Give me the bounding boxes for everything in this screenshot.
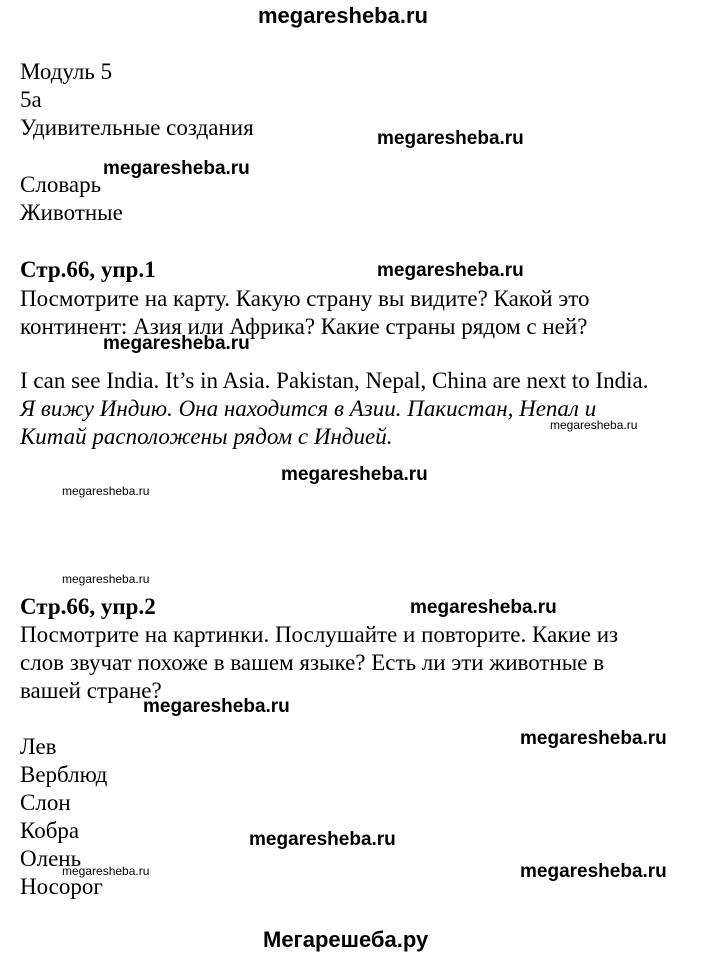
module-title: Модуль 5 bbox=[20, 59, 113, 84]
watermark: megaresheba.ru bbox=[249, 829, 396, 850]
animal-list-item: Олень bbox=[20, 846, 82, 871]
exercise1-question-line: континент: Азия или Африка? Какие страны рядом с ней? bbox=[20, 314, 588, 339]
watermark: megaresheba.ru bbox=[62, 864, 150, 878]
watermark: megaresheba.ru bbox=[410, 597, 557, 618]
watermark: megaresheba.ru bbox=[103, 333, 250, 354]
watermark: megaresheba.ru bbox=[103, 158, 250, 179]
watermark: megaresheba.ru bbox=[62, 572, 150, 586]
exercise1-answer-ru-line: Я вижу Индию. Она находится в Азии. Пакистан, Непал и bbox=[20, 396, 597, 421]
watermark: megaresheba.ru bbox=[520, 861, 667, 882]
vocab-topic: Животные bbox=[20, 200, 123, 225]
exercise1-question-line: Посмотрите на карту. Какую страну вы видите? Какой это bbox=[20, 286, 590, 311]
exercise1-heading: Стр.66, упр.1 bbox=[20, 257, 156, 282]
exercise1-answer-en: I can see India. It’s in Asia. Pakistan, Nepal, China are next to India. bbox=[20, 368, 649, 393]
lesson-topic: Удивительные создания bbox=[20, 115, 254, 140]
exercise2-question-line: Посмотрите на картинки. Послушайте и повторите. Какие из bbox=[20, 622, 619, 647]
watermark: megaresheba.ru bbox=[377, 128, 524, 149]
exercise1-answer-ru-line: Китай расположены рядом с Индией. bbox=[20, 424, 393, 449]
animal-list-item: Слон bbox=[20, 790, 71, 815]
watermark: megaresheba.ru bbox=[377, 260, 524, 281]
lesson-number: 5a bbox=[20, 87, 42, 112]
watermark: megaresheba.ru bbox=[550, 418, 638, 432]
animal-list-item: Кобра bbox=[20, 818, 80, 843]
watermark: megaresheba.ru bbox=[520, 728, 667, 749]
exercise2-heading: Стр.66, упр.2 bbox=[20, 594, 156, 619]
exercise2-question-line: слов звучат похоже в вашем языке? Есть ли эти животные в bbox=[20, 650, 605, 675]
animal-list-item: Носорог bbox=[20, 874, 103, 899]
header-watermark: megaresheba.ru bbox=[258, 3, 428, 28]
watermark: megaresheba.ru bbox=[143, 696, 290, 717]
animal-list-item: Верблюд bbox=[20, 762, 108, 787]
exercise2-question-line: вашей стране? bbox=[20, 678, 162, 703]
footer-watermark: Мегарешеба.ру bbox=[263, 927, 429, 952]
animal-list-item: Лев bbox=[20, 734, 57, 759]
vocab-label: Словарь bbox=[20, 172, 102, 197]
watermark: megaresheba.ru bbox=[281, 464, 428, 485]
watermark: megaresheba.ru bbox=[62, 484, 150, 498]
